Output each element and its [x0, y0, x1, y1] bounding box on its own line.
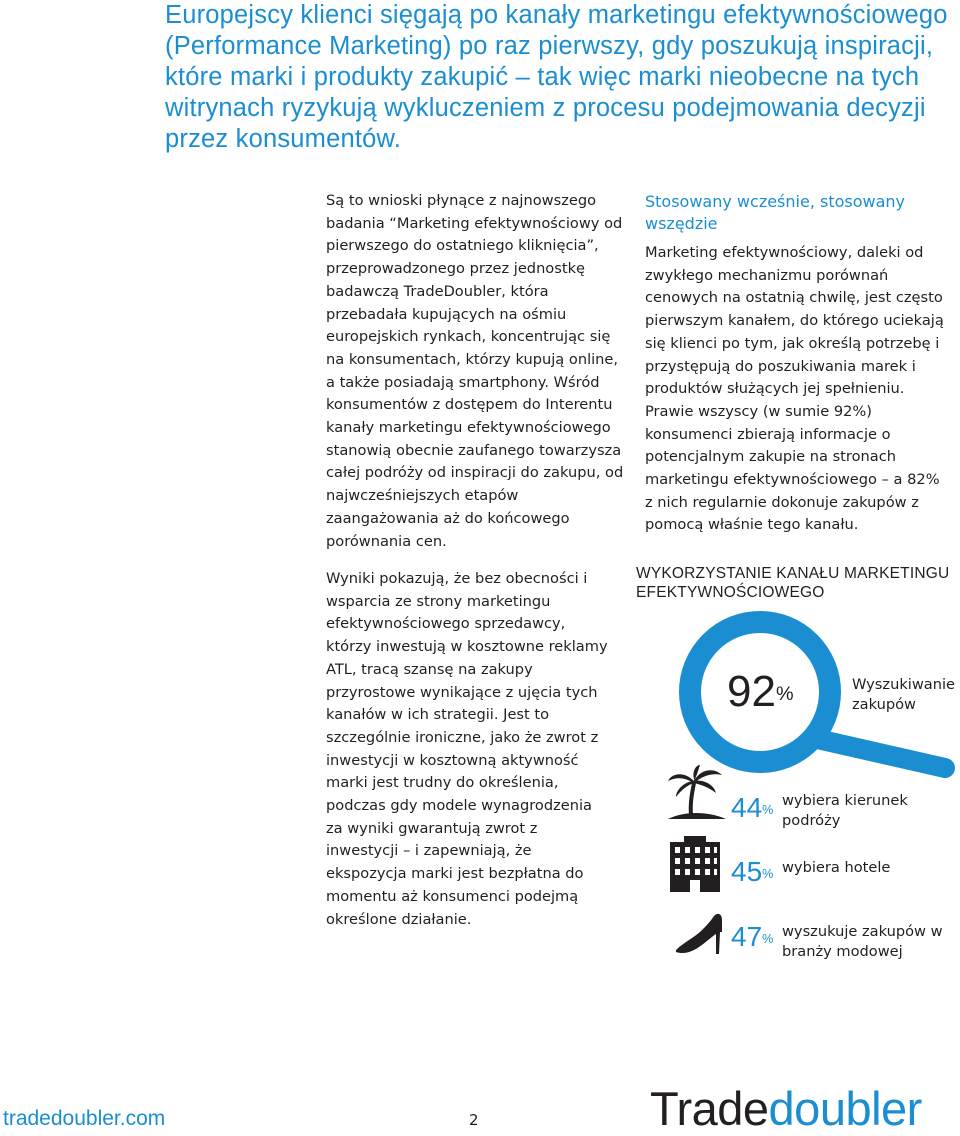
main-stat-label: Wyszukiwanie zakupów [852, 676, 955, 713]
footer-url-link[interactable]: tradedoubler.com [3, 1107, 166, 1130]
hotel-building-icon [668, 836, 722, 892]
stat-travel-label: wybiera kierunek podróży [782, 792, 908, 829]
palm-tree-icon [664, 765, 728, 821]
stat-travel-value: 44% [731, 792, 774, 823]
left-column-paragraph-2: Wyniki pokazują, że bez obecności i wsparcia ze strony marketingu efektywnościowego sprzedawcy, którzy inwestują w kosztowne reklamy ATL, tracą szansę na zakupy przyrostowe wynikające z ujęcia tych kanałów w ich strategii. Jest to szczególnie ironiczne, jako że zwrot z inwestycji w kosztowną aktywność marki jest trudny do określenia, podczas gdy modele wynagrodzenia za wyniki gwarantują zwrot z inwestycji – i zapewniają, że ekspozycja marki jest bezpłatna do momentu aż konsumenci podejmą określone działanie. [326, 570, 608, 928]
page-number: 2 [469, 1111, 479, 1129]
main-stat-value: 92% [727, 667, 794, 716]
stat-fashion-value: 47% [731, 921, 774, 952]
stat-hotels-value: 45% [731, 856, 774, 887]
tradedoubler-logo: Tradedoubler [650, 1082, 922, 1135]
stat-hotels-label: wybiera hotele [782, 859, 891, 876]
right-column-heading: Stosowany wcześnie, stosowany wszędzie [645, 192, 906, 233]
left-column-paragraph-1: Są to wnioski płynące z najnowszego badania “Marketing efektywnościowy od pierwszego do ostatniego kliknięcia”, przeprowadzonego przez jednostkę badawczą TradeDoubler, która przebadała kupujących na ośmiu europejskich rynkach, koncentrując się na konsumentach, którzy kupują online, a także posiadają smartphony. Wśród konsumentów z dostępem do Interentu kanały marketingu efektywnościowego stanowią obecnie zaufanego towarzysza całej podróży od inspiracji do zakupu, od najwcześniejszych etapów zaangażowania aż do końcowego porównania cen. [326, 192, 624, 550]
page-headline: Europejscy klienci sięgają po kanały marketingu efektywnościowego (Performance Marketing) po raz pierwszy, gdy poszukują inspiracji, które marki i produkty zakupić – tak więc marki nieobecne na tych witrynach ryzykują wykluczeniem z procesu podejmowania decyzji przez konsumentów. [165, 1, 948, 153]
infographic-title: WYKORZYSTANIE KANAŁU MARKETINGU EFEKTYWNOŚCIOWEGO [636, 565, 950, 601]
right-column-paragraph: Marketing efektywnościowy, daleki od zwykłego mechanizmu porównań cenowych na ostatnią chwilę, jest często pierwszym kanałem, do którego uciekają się klienci po tym, jak określą potrzebę i przystępują do poszukiwania marek i produktów służących jej spełnieniu. Prawie wszyscy (w sumie 92%) konsumenci zbierają informacje o potencjalnym zakupie na stronach marketingu efektywnościowego – a 82% z nich regularnie dokonuje zakupów z pomocą właśnie tego kanału. [645, 244, 944, 534]
stat-fashion-label: wyszukuje zakupów w branży modowej [782, 923, 943, 960]
high-heel-shoe-icon [674, 912, 724, 956]
